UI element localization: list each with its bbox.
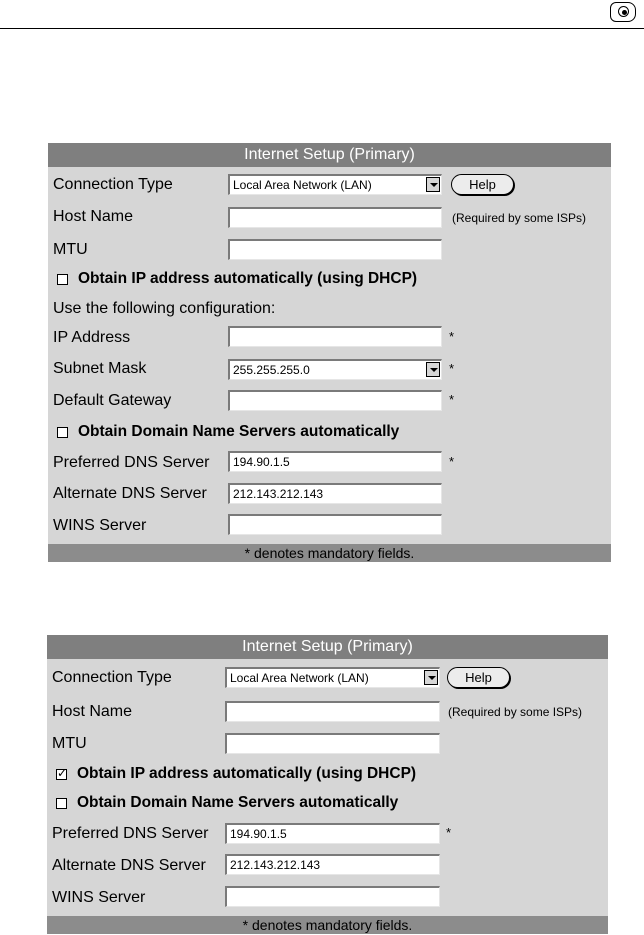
- record-ring: [618, 6, 629, 17]
- record-dot: [622, 10, 627, 15]
- record-icon: [610, 2, 636, 22]
- mtu-label: MTU: [53, 241, 88, 258]
- alternate-dns-input[interactable]: 212.143.212.143: [225, 854, 440, 875]
- dhcp-label: Obtain IP address automatically (using DHCP): [77, 765, 417, 782]
- internet-setup-panel-dhcp: [47, 635, 608, 934]
- preferred-dns-label: Preferred DNS Server: [53, 454, 210, 471]
- chevron-down-icon[interactable]: [424, 670, 438, 685]
- preferred-dns-required-star: *: [449, 454, 455, 469]
- use-following-label: Use the following configuration:: [53, 300, 276, 317]
- wins-label: WINS Server: [53, 517, 147, 534]
- connection-type-label: Connection Type: [53, 176, 173, 193]
- ip-address-input[interactable]: [228, 326, 442, 347]
- dns-auto-label: Obtain Domain Name Servers automatically: [77, 794, 399, 811]
- ip-address-required-star: *: [449, 329, 455, 344]
- mtu-input[interactable]: [225, 733, 440, 754]
- alternate-dns-label: Alternate DNS Server: [53, 485, 207, 502]
- chevron-down-icon[interactable]: [426, 177, 440, 192]
- internet-setup-panel-static: [48, 143, 611, 562]
- preferred-dns-input[interactable]: 194.90.1.5: [228, 451, 442, 472]
- connection-type-select[interactable]: [228, 174, 442, 195]
- alternate-dns-label: Alternate DNS Server: [52, 857, 206, 874]
- connection-type-value: Local Area Network (LAN): [230, 671, 369, 685]
- subnet-mask-required-star: *: [449, 361, 455, 376]
- panel-title: Internet Setup (Primary): [47, 635, 608, 659]
- alternate-dns-input[interactable]: 212.143.212.143: [228, 483, 442, 504]
- wins-input[interactable]: [225, 886, 440, 907]
- dns-auto-checkbox[interactable]: [57, 427, 68, 438]
- default-gateway-required-star: *: [449, 392, 455, 407]
- subnet-mask-select[interactable]: [228, 359, 442, 380]
- subnet-mask-value: 255.255.255.0: [233, 363, 310, 377]
- wins-input[interactable]: [228, 514, 442, 535]
- connection-type-select[interactable]: [225, 667, 440, 688]
- chevron-down-icon[interactable]: [426, 362, 440, 377]
- wins-label: WINS Server: [52, 889, 146, 906]
- connection-type-label: Connection Type: [52, 669, 172, 686]
- panel-title: Internet Setup (Primary): [48, 143, 611, 167]
- default-gateway-label: Default Gateway: [53, 392, 172, 409]
- subnet-mask-label: Subnet Mask: [53, 360, 147, 377]
- mtu-label: MTU: [52, 735, 87, 752]
- help-button[interactable]: Help: [451, 174, 514, 195]
- dns-auto-label: Obtain Domain Name Servers automatically: [78, 423, 400, 440]
- host-name-note: (Required by some ISPs): [452, 211, 587, 225]
- mtu-input[interactable]: [228, 239, 442, 260]
- ip-address-label: IP Address: [53, 329, 131, 346]
- preferred-dns-input[interactable]: 194.90.1.5: [225, 823, 440, 844]
- host-name-label: Host Name: [52, 703, 133, 720]
- default-gateway-input[interactable]: [228, 390, 442, 411]
- dhcp-label: Obtain IP address automatically (using DHCP): [78, 270, 418, 287]
- header-rule: [0, 28, 644, 29]
- dns-auto-checkbox[interactable]: [56, 798, 67, 809]
- host-name-input[interactable]: [228, 207, 442, 228]
- host-name-note: (Required by some ISPs): [448, 705, 583, 719]
- help-button[interactable]: Help: [447, 667, 510, 688]
- dhcp-checkbox[interactable]: [56, 766, 68, 780]
- dhcp-checkbox[interactable]: [57, 274, 68, 285]
- host-name-input[interactable]: [225, 701, 440, 722]
- preferred-dns-label: Preferred DNS Server: [52, 825, 209, 842]
- mandatory-footer: * denotes mandatory fields.: [48, 544, 611, 562]
- mandatory-footer: * denotes mandatory fields.: [47, 916, 608, 934]
- preferred-dns-required-star: *: [446, 825, 452, 840]
- connection-type-value: Local Area Network (LAN): [233, 178, 372, 192]
- host-name-label: Host Name: [53, 208, 134, 225]
- check-icon: ✓: [57, 766, 68, 780]
